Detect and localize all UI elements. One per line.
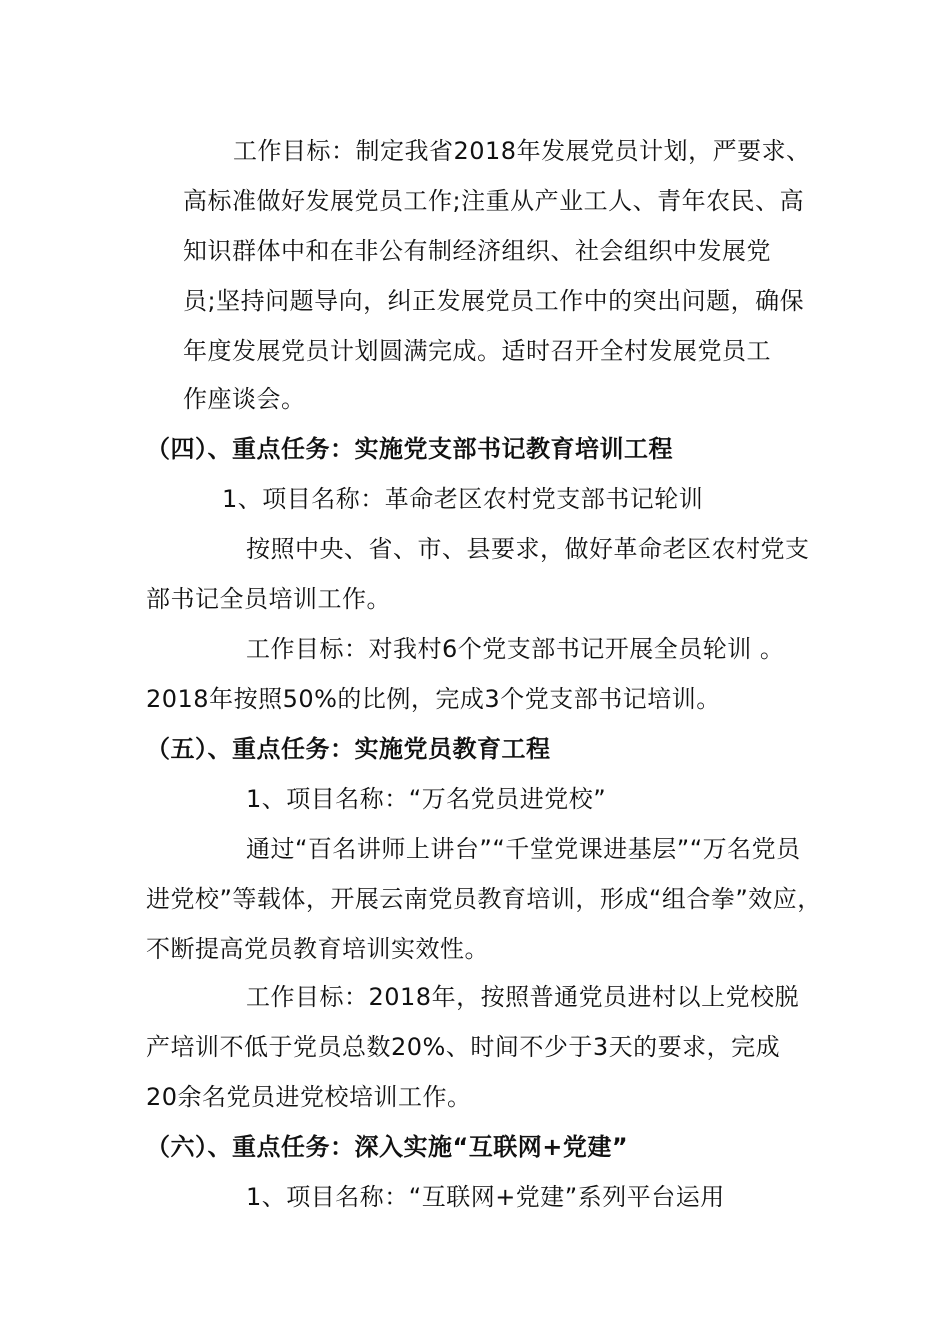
section-heading: （四）、重点任务：实施党支部书记教育培训工程 (146, 435, 673, 463)
paragraph-line: 产培训不低于党员总数20%、时间不少于3天的要求，完成 (146, 1033, 781, 1061)
project-name-line: 1、项目名称：革命老区农村党支部书记轮训 (222, 485, 704, 513)
section-heading: （六）、重点任务：深入实施“互联网+党建” (146, 1133, 629, 1161)
paragraph-line: 20余名党员进党校培训工作。 (146, 1083, 472, 1111)
paragraph-line: 不断提高党员教育培训实效性。 (146, 935, 489, 963)
paragraph-line: 高标准做好发展党员工作;注重从产业工人、青年农民、高 (183, 187, 805, 215)
paragraph-line: 工作目标：2018年，按照普通党员进村以上党校脱 (246, 983, 800, 1011)
paragraph-line: 2018年按照50%的比例，完成3个党支部书记培训。 (146, 685, 721, 713)
paragraph-line: 进党校”等载体，开展云南党员教育培训，形成“组合拳”效应， (146, 885, 822, 913)
paragraph-line: 部书记全员培训工作。 (146, 585, 391, 613)
paragraph-line: 年度发展党员计划圆满完成。适时召开全村发展党员工 (183, 337, 771, 365)
project-name-line: 1、项目名称：“互联网+党建”系列平台运用 (246, 1183, 725, 1211)
paragraph-line: 工作目标：制定我省2018年发展党员计划，严要求、 (233, 137, 811, 165)
paragraph-line: 作座谈会。 (183, 385, 306, 413)
section-heading: （五）、重点任务：实施党员教育工程 (146, 735, 551, 763)
project-name-line: 1、项目名称：“万名党员进党校” (246, 785, 607, 813)
paragraph-line: 员;坚持问题导向，纠正发展党员工作中的突出问题，确保 (183, 287, 805, 315)
paragraph-line: 工作目标：对我村6个党支部书记开展全员轮训 。 (246, 635, 785, 663)
paragraph-line: 通过“百名讲师上讲台”“千堂党课进基层”“万名党员 (246, 835, 801, 863)
paragraph-line: 知识群体中和在非公有制经济组织、社会组织中发展党 (183, 237, 771, 265)
paragraph-line: 按照中央、省、市、县要求，做好革命老区农村党支 (246, 535, 810, 563)
